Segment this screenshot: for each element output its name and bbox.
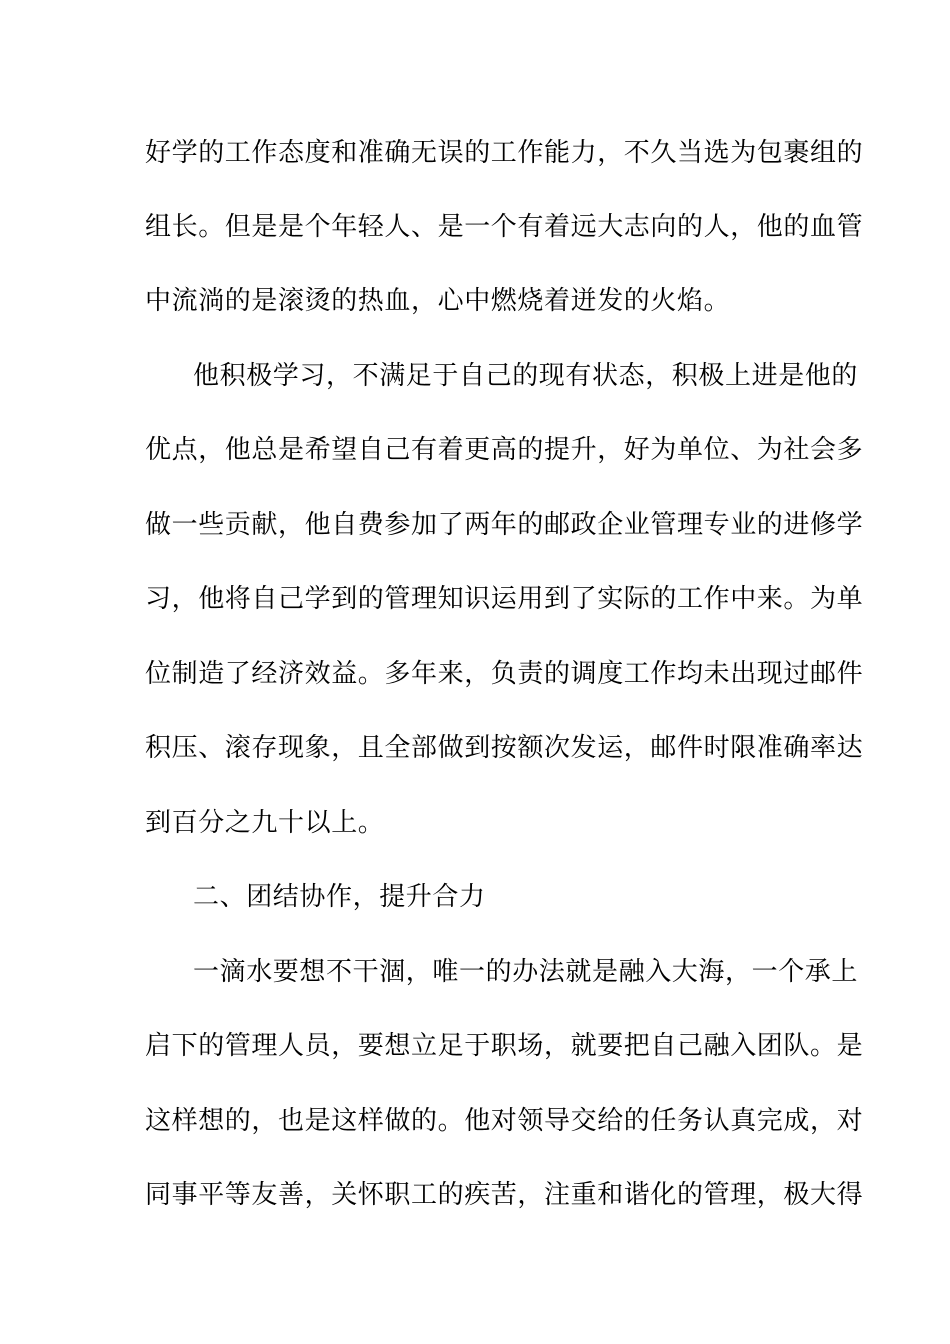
paragraph-line: 他积极学习，不满足于自己的现有状态，积极上进是他的 [193,361,859,391]
paragraph-line: 做一些贡献，他自费参加了两年的邮政企业管理专业的进修学 [145,510,864,540]
paragraph-line: 优点，他总是希望自己有着更高的提升，好为单位、为社会多 [145,435,864,465]
paragraph-line: 好学的工作态度和准确无误的工作能力，不久当选为包裹组的 [145,138,864,168]
paragraph-line: 这样想的，也是这样做的。他对领导交给的任务认真完成，对 [145,1106,864,1136]
paragraph-line: 习，他将自己学到的管理知识运用到了实际的工作中来。为单 [145,584,864,614]
paragraph-line: 积压、滚存现象，且全部做到按额次发运，邮件时限准确率达 [145,733,864,763]
paragraph-line: 同事平等友善，关怀职工的疾苦，注重和谐化的管理，极大得 [145,1180,864,1210]
paragraph-line: 一滴水要想不干涸，唯一的办法就是融入大海，一个承上 [193,957,859,987]
paragraph-line: 到百分之九十以上。 [145,808,385,838]
paragraph-line: 位制造了经济效益。多年来，负责的调度工作均未出现过邮件 [145,659,864,689]
section-heading: 二、团结协作，提升合力 [193,882,486,912]
paragraph-line: 启下的管理人员，要想立足于职场，就要把自己融入团队。是 [145,1031,864,1061]
paragraph-line: 中流淌的是滚烫的热血，心中燃烧着迸发的火焰。 [145,286,731,316]
paragraph-line: 组长。但是是个年轻人、是一个有着远大志向的人，他的血管 [145,212,864,242]
